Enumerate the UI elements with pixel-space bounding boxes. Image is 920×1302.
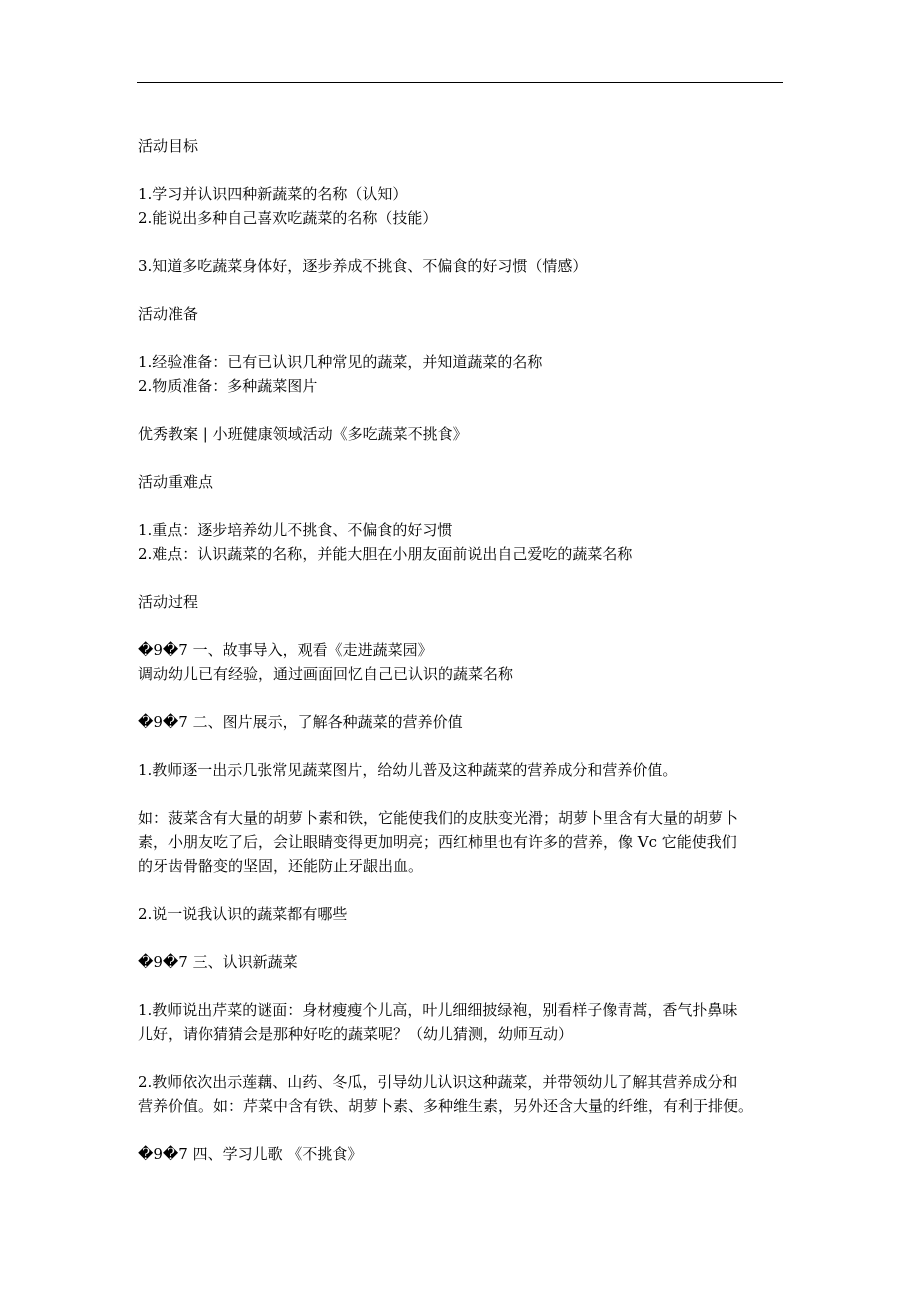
section-heading-preparation: 活动准备 [138,305,199,323]
process-line: 儿好，请你猜猜会是那种好吃的蔬菜呢？（幼儿猜测，幼师互动） [138,1025,574,1043]
process-line: 的牙齿骨骼变的坚固，还能防止牙龈出血。 [138,857,424,875]
process-line: 调动幼儿已有经验，通过画面回忆自己已认识的蔬菜名称 [138,665,514,683]
key-point-line: 2.难点：认识蔬菜的名称，并能大胆在小朋友面前说出自己爱吃的蔬菜名称 [138,545,633,563]
process-line: 素，小朋友吃了后，会让眼睛变得更加明亮；西红柿里也有许多的营养，像 Vc 它能使我们 [138,833,737,851]
process-line: 2.说一说我认识的蔬菜都有哪些 [138,905,348,923]
process-line: 1.教师逐一出示几张常见蔬菜图片，给幼儿普及这种蔬菜的营养成分和营养价值。 [138,761,678,779]
header-rule [137,82,783,83]
process-line: 1.教师说出芹菜的谜面：身材瘦瘦个儿高，叶儿细细披绿袍，别看样子像青蒿，香气扑鼻味 [138,1001,738,1019]
process-line: 营养价值。如：芹菜中含有铁、胡萝卜素、多种维生素，另外还含大量的纤维，有利于排便。 [138,1097,754,1115]
key-point-line: 1.重点：逐步培养幼儿不挑食、不偏食的好习惯 [138,521,453,539]
preparation-line: 1.经验准备：已有已认识几种常见的蔬菜，并知道蔬菜的名称 [138,353,543,371]
preparation-line: 2.物质准备：多种蔬菜图片 [138,377,318,395]
lesson-title-line: 优秀教案 | 小班健康领域活动《多吃蔬菜不挑食》 [138,425,468,443]
document-body [138,134,786,1166]
section-heading-key-points: 活动重难点 [138,473,214,491]
process-step-heading: �9�7 二、图片展示，了解各种蔬菜的营养价值 [138,713,463,731]
section-heading-goals: 活动目标 [138,137,199,155]
goal-line: 3.知道多吃蔬菜身体好，逐步养成不挑食、不偏食的好习惯（情感） [138,257,588,275]
process-line: 2.教师依次出示莲藕、山药、冬瓜，引导幼儿认识这种蔬菜，并带领幼儿了解其营养成分和 [138,1073,738,1091]
section-heading-process: 活动过程 [138,593,199,611]
process-step-heading: �9�7 三、认识新蔬菜 [138,953,298,971]
goal-line: 2.能说出多种自己喜欢吃蔬菜的名称（技能） [138,209,438,227]
process-step-heading: �9�7 四、学习儿歌 《不挑食》 [138,1145,363,1163]
process-line: 如：菠菜含有大量的胡萝卜素和铁，它能使我们的皮肤变光滑；胡萝卜里含有大量的胡萝卜 [138,809,739,827]
goal-line: 1.学习并认识四种新蔬菜的名称（认知） [138,185,408,203]
process-step-heading: �9�7 一、故事导入，观看《走进蔬菜园》 [138,641,433,659]
